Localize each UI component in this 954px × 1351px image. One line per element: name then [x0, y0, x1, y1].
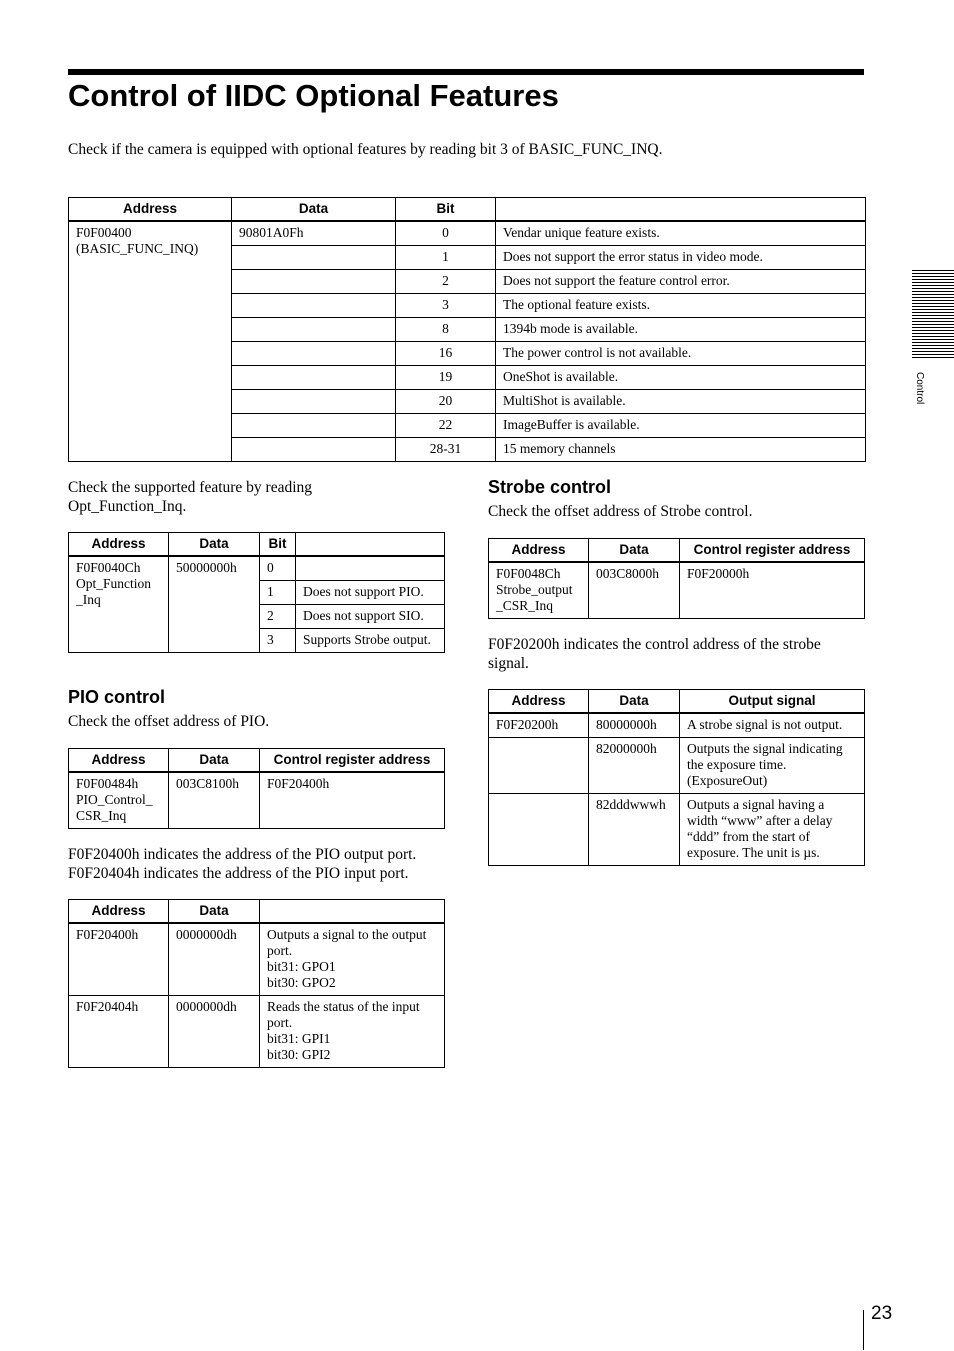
- cell-address: F0F20404h: [69, 996, 169, 1068]
- cell-reg: F0F20400h: [260, 772, 445, 829]
- col-header-data: Data: [589, 539, 680, 563]
- cell-data: 003C8000h: [589, 562, 680, 619]
- col-header-output: Output signal: [680, 690, 865, 714]
- cell-desc: Supports Strobe output.: [296, 629, 445, 653]
- cell-data: [232, 246, 396, 270]
- col-header-reg: Control register address: [260, 749, 445, 773]
- col-header-desc: [296, 533, 445, 557]
- col-header-data: Data: [169, 749, 260, 773]
- cell-address: [489, 738, 589, 794]
- cell-data: 50000000h: [169, 556, 260, 653]
- cell-desc: MultiShot is available.: [496, 390, 866, 414]
- table-row: [489, 794, 865, 866]
- cell-data: [232, 294, 396, 318]
- page-number: 23: [871, 1303, 893, 1324]
- cell-desc: Does not support the error status in video mode.: [496, 246, 866, 270]
- table-row: [69, 996, 445, 1068]
- cell-bit: 1: [260, 581, 296, 605]
- cell-address: F0F20200h: [489, 713, 589, 738]
- cell-data: 0000000dh: [169, 996, 260, 1068]
- cell-bit: 1: [396, 246, 496, 270]
- col-header-address: Address: [69, 900, 169, 924]
- col-header-address: Address: [489, 690, 589, 714]
- basic-func-table: [68, 197, 866, 462]
- col-header-address: Address: [69, 749, 169, 773]
- page-title: Control of IIDC Optional Features: [68, 78, 559, 113]
- pio-table: [68, 748, 445, 829]
- cell-bit: 16: [396, 342, 496, 366]
- strobe-text: Check the offset address of Strobe control.: [488, 503, 753, 520]
- cell-data: 80000000h: [589, 713, 680, 738]
- cell-bit: 8: [396, 318, 496, 342]
- cell-desc: Vendar unique feature exists.: [496, 221, 866, 246]
- cell-address: [489, 794, 589, 866]
- col-header-data: Data: [169, 533, 260, 557]
- cell-bit: 28-31: [396, 438, 496, 462]
- pio-io-table: [68, 899, 445, 1068]
- pio-port-text-2: F0F20404h indicates the address of the PIO input port.: [68, 865, 409, 882]
- intro-text: Check if the camera is equipped with optional features by reading bit 3 of BASIC_FUNC_INQ.: [68, 141, 663, 158]
- cell-bit: 3: [260, 629, 296, 653]
- cell-desc: ImageBuffer is available.: [496, 414, 866, 438]
- col-header-desc: [260, 900, 445, 924]
- cell-desc: Reads the status of the input port. bit31: GPI1 bit30: GPI2: [260, 996, 445, 1068]
- col-header-data: Data: [232, 198, 396, 222]
- opt-function-text: Check the supported feature by reading Opt_Function_Inq.: [68, 479, 313, 515]
- strobe-signal-text: F0F20200h indicates the control address of the strobe signal.: [488, 636, 821, 672]
- col-header-bit: Bit: [396, 198, 496, 222]
- col-header-data: Data: [169, 900, 260, 924]
- section-tab-label: Control: [914, 372, 925, 405]
- col-header-desc: [496, 198, 866, 222]
- strobe-heading: Strobe control: [488, 477, 612, 497]
- table-row: [69, 923, 445, 996]
- cell-desc: Does not support SIO.: [296, 605, 445, 629]
- pio-heading: PIO control: [68, 687, 166, 707]
- cell-reg: F0F20000h: [680, 562, 865, 619]
- cell-bit: 22: [396, 414, 496, 438]
- cell-data: [232, 414, 396, 438]
- table-row: [489, 738, 865, 794]
- cell-data: [232, 366, 396, 390]
- cell-desc: Outputs a signal having a width “www” after a delay “ddd” from the start of exposure. The unit is µs.: [680, 794, 865, 866]
- cell-address: F0F20400h: [69, 923, 169, 996]
- cell-desc: Does not support the feature control error.: [496, 270, 866, 294]
- cell-desc: Outputs a signal to the output port. bit31: GPO1 bit30: GPO2: [260, 923, 445, 996]
- cell-bit: 0: [260, 556, 296, 581]
- title-rule: [68, 69, 864, 75]
- table-row: [489, 562, 865, 619]
- page-number-rule: [863, 1310, 864, 1350]
- cell-address: F0F00484h PIO_Control_ CSR_Inq: [69, 772, 169, 829]
- cell-data: [232, 438, 396, 462]
- cell-data: [232, 270, 396, 294]
- col-header-address: Address: [69, 533, 169, 557]
- cell-desc: [296, 556, 445, 581]
- section-tab-marker: [912, 270, 954, 360]
- cell-desc: The power control is not available.: [496, 342, 866, 366]
- col-header-data: Data: [589, 690, 680, 714]
- cell-data: 003C8100h: [169, 772, 260, 829]
- opt-function-table: [68, 532, 445, 653]
- cell-data: [232, 390, 396, 414]
- table-row: [489, 713, 865, 738]
- cell-bit: 2: [396, 270, 496, 294]
- cell-address: F0F0040Ch Opt_Function _Inq: [69, 556, 169, 653]
- col-header-bit: Bit: [260, 533, 296, 557]
- col-header-reg: Control register address: [680, 539, 865, 563]
- strobe-table: [488, 538, 865, 619]
- cell-data: 90801A0Fh: [232, 221, 396, 246]
- cell-desc: The optional feature exists.: [496, 294, 866, 318]
- cell-data: [232, 342, 396, 366]
- cell-desc: Outputs the signal indicating the exposure time. (ExposureOut): [680, 738, 865, 794]
- cell-bit: 20: [396, 390, 496, 414]
- pio-text: Check the offset address of PIO.: [68, 713, 270, 730]
- cell-data: 82dddwwwh: [589, 794, 680, 866]
- pio-port-text-1: F0F20400h indicates the address of the PIO output port.: [68, 846, 417, 863]
- table-row: [69, 556, 445, 581]
- cell-data: 82000000h: [589, 738, 680, 794]
- cell-bit: 0: [396, 221, 496, 246]
- table-row: [69, 221, 866, 246]
- table-row: [69, 772, 445, 829]
- cell-desc: 1394b mode is available.: [496, 318, 866, 342]
- cell-data: [232, 318, 396, 342]
- cell-desc: A strobe signal is not output.: [680, 713, 865, 738]
- cell-bit: 19: [396, 366, 496, 390]
- cell-bit: 2: [260, 605, 296, 629]
- col-header-address: Address: [69, 198, 232, 222]
- cell-bit: 3: [396, 294, 496, 318]
- cell-data: 0000000dh: [169, 923, 260, 996]
- cell-desc: 15 memory channels: [496, 438, 866, 462]
- strobe-signal-table: [488, 689, 865, 866]
- cell-address: F0F0048Ch Strobe_output _CSR_Inq: [489, 562, 589, 619]
- col-header-address: Address: [489, 539, 589, 563]
- cell-desc: OneShot is available.: [496, 366, 866, 390]
- cell-address: F0F00400 (BASIC_FUNC_INQ): [69, 221, 232, 462]
- cell-desc: Does not support PIO.: [296, 581, 445, 605]
